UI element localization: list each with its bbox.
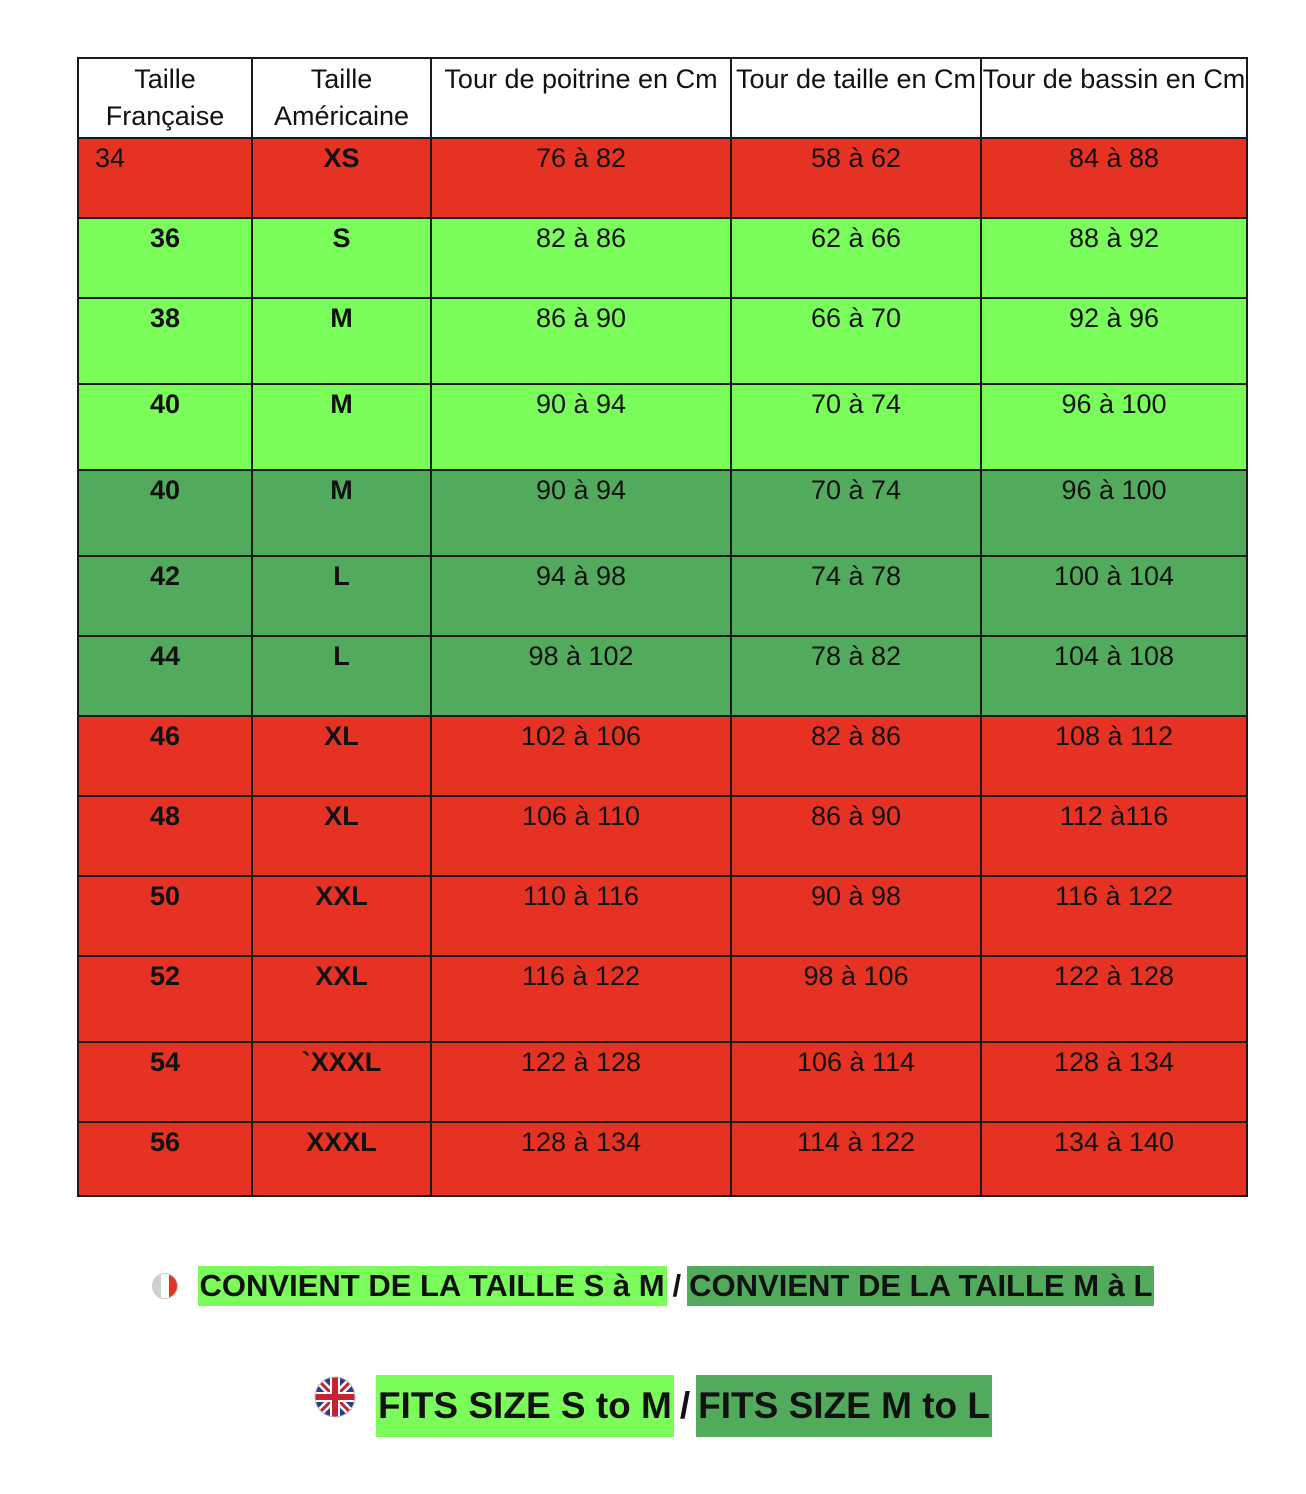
- table-row: [78, 470, 1247, 556]
- chest-cell: 106 à 110: [431, 796, 731, 876]
- waist-cell: 74 à 78: [731, 556, 981, 636]
- waist-cell: 98 à 106: [731, 956, 981, 1042]
- legend-fr-separator: /: [672, 1268, 682, 1303]
- french-size-cell: 56: [78, 1122, 252, 1196]
- us-size-cell: L: [252, 556, 431, 636]
- us-size-cell: XL: [252, 796, 431, 876]
- header-waist: Tour de taille en Cm: [731, 58, 981, 138]
- us-size-cell: XXL: [252, 956, 431, 1042]
- table-header-row: [78, 58, 1247, 138]
- table-row: [78, 384, 1247, 470]
- french-size-cell: 40: [78, 470, 252, 556]
- french-size-cell: 42: [78, 556, 252, 636]
- size-chart-table: [77, 57, 1248, 1197]
- table-row: [78, 218, 1247, 298]
- table-row: [78, 796, 1247, 876]
- waist-cell: 82 à 86: [731, 716, 981, 796]
- header-hips: Tour de bassin en Cm: [981, 58, 1247, 138]
- french-size-cell: 54: [78, 1042, 252, 1122]
- table-row: [78, 298, 1247, 384]
- french-size-cell: 44: [78, 636, 252, 716]
- uk-flag-icon: [314, 1376, 356, 1418]
- header-chest: Tour de poitrine en Cm: [431, 58, 731, 138]
- legend-fr-dark-label: CONVIENT DE LA TAILLE M à L: [687, 1266, 1154, 1306]
- chest-cell: 102 à 106: [431, 716, 731, 796]
- us-size-cell: XL: [252, 716, 431, 796]
- us-size-cell: XXL: [252, 876, 431, 956]
- table-row: [78, 1042, 1247, 1122]
- legend-french: [0, 1264, 1306, 1308]
- us-size-cell: L: [252, 636, 431, 716]
- waist-cell: 62 à 66: [731, 218, 981, 298]
- chest-cell: 122 à 128: [431, 1042, 731, 1122]
- table-row: [78, 716, 1247, 796]
- waist-cell: 66 à 70: [731, 298, 981, 384]
- waist-cell: 70 à 74: [731, 470, 981, 556]
- french-size-cell: 40: [78, 384, 252, 470]
- waist-cell: 70 à 74: [731, 384, 981, 470]
- french-size-cell: 38: [78, 298, 252, 384]
- chest-cell: 90 à 94: [431, 384, 731, 470]
- waist-cell: 114 à 122: [731, 1122, 981, 1196]
- french-size-cell: 36: [78, 218, 252, 298]
- waist-cell: 86 à 90: [731, 796, 981, 876]
- us-size-cell: M: [252, 470, 431, 556]
- header-us-size: Taille Américaine: [252, 58, 431, 138]
- french-size-cell: 34: [78, 138, 252, 218]
- hips-cell: 92 à 96: [981, 298, 1247, 384]
- hips-cell: 122 à 128: [981, 956, 1247, 1042]
- chest-cell: 94 à 98: [431, 556, 731, 636]
- french-size-cell: 52: [78, 956, 252, 1042]
- hips-cell: 116 à 122: [981, 876, 1247, 956]
- legend-en-dark-label: FITS SIZE M to L: [696, 1375, 992, 1437]
- hips-cell: 96 à 100: [981, 470, 1247, 556]
- us-size-cell: M: [252, 298, 431, 384]
- table-row: [78, 556, 1247, 636]
- chest-cell: 82 à 86: [431, 218, 731, 298]
- waist-cell: 106 à 114: [731, 1042, 981, 1122]
- header-french-size: Taille Française: [78, 58, 252, 138]
- hips-cell: 134 à 140: [981, 1122, 1247, 1196]
- hips-cell: 88 à 92: [981, 218, 1247, 298]
- hips-cell: 100 à 104: [981, 556, 1247, 636]
- legend-fr-light-label: CONVIENT DE LA TAILLE S à M: [198, 1266, 667, 1306]
- chest-cell: 86 à 90: [431, 298, 731, 384]
- us-size-cell: M: [252, 384, 431, 470]
- waist-cell: 58 à 62: [731, 138, 981, 218]
- us-size-cell: XXXL: [252, 1122, 431, 1196]
- hips-cell: 84 à 88: [981, 138, 1247, 218]
- waist-cell: 78 à 82: [731, 636, 981, 716]
- french-size-cell: 48: [78, 796, 252, 876]
- france-flag-icon: [152, 1273, 178, 1299]
- hips-cell: 96 à 100: [981, 384, 1247, 470]
- us-size-cell: S: [252, 218, 431, 298]
- french-size-cell: 46: [78, 716, 252, 796]
- chest-cell: 110 à 116: [431, 876, 731, 956]
- chest-cell: 76 à 82: [431, 138, 731, 218]
- us-size-cell: XS: [252, 138, 431, 218]
- legend-en-light-label: FITS SIZE S to M: [376, 1375, 674, 1437]
- hips-cell: 128 à 134: [981, 1042, 1247, 1122]
- table-row: [78, 876, 1247, 956]
- table-row: [78, 956, 1247, 1042]
- chest-cell: 98 à 102: [431, 636, 731, 716]
- us-size-cell: `XXXL: [252, 1042, 431, 1122]
- table-row: [78, 138, 1247, 218]
- table-row: [78, 636, 1247, 716]
- chest-cell: 90 à 94: [431, 470, 731, 556]
- hips-cell: 108 à 112: [981, 716, 1247, 796]
- waist-cell: 90 à 98: [731, 876, 981, 956]
- table-row: [78, 1122, 1247, 1196]
- chest-cell: 116 à 122: [431, 956, 731, 1042]
- hips-cell: 112 à116: [981, 796, 1247, 876]
- legend-en-separator: /: [679, 1385, 691, 1426]
- hips-cell: 104 à 108: [981, 636, 1247, 716]
- legend-english: [0, 1376, 1306, 1436]
- french-size-cell: 50: [78, 876, 252, 956]
- chest-cell: 128 à 134: [431, 1122, 731, 1196]
